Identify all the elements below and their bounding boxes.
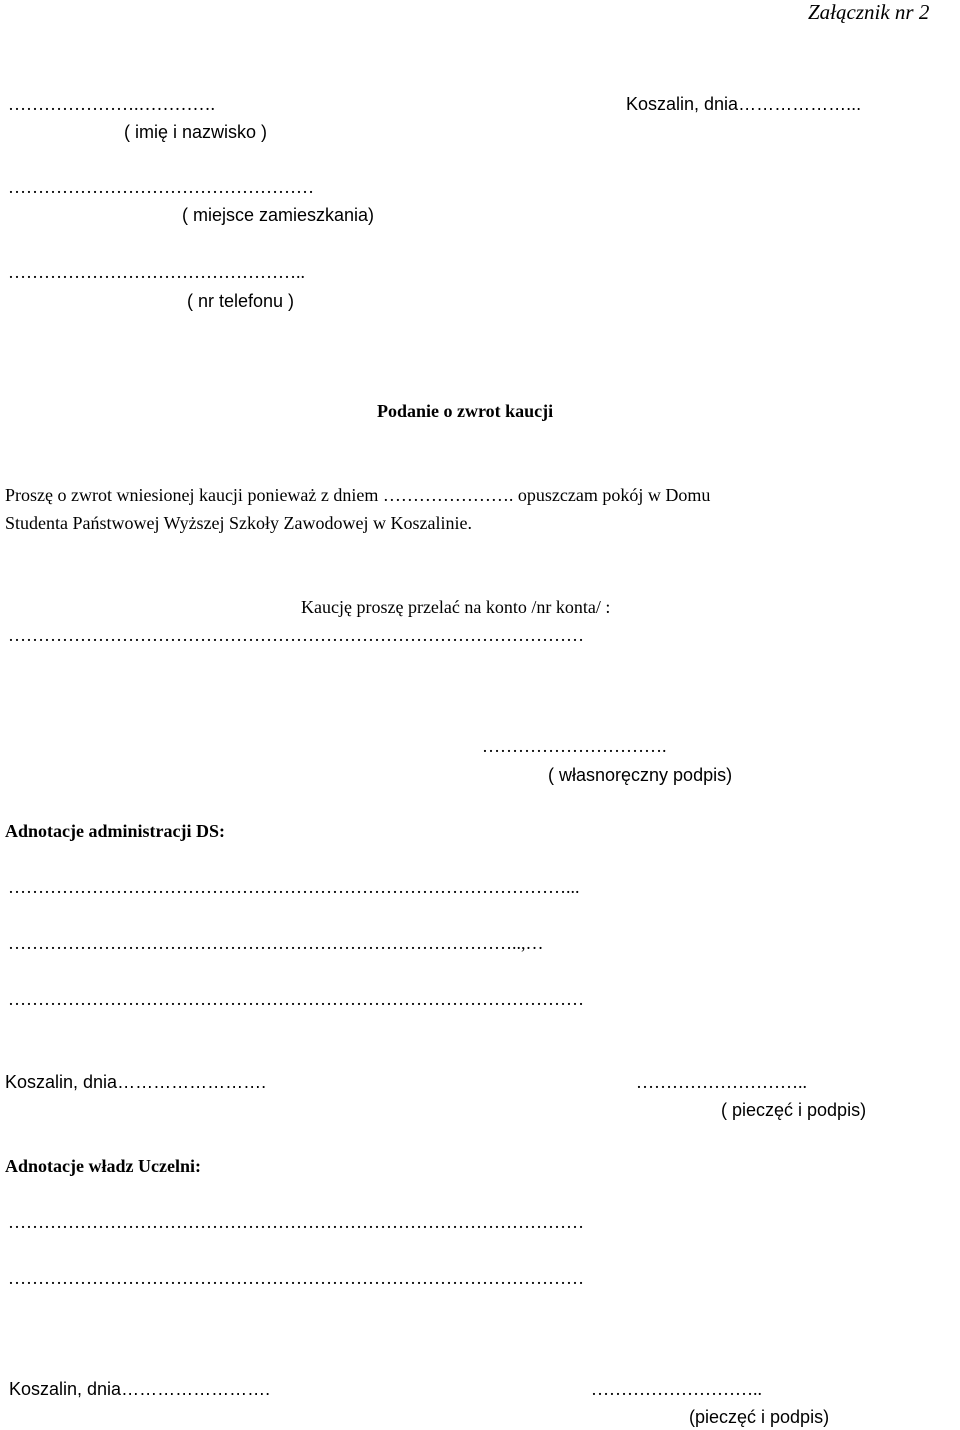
body-line-1 [5,484,710,506]
phone-caption: ( nr telefonu ) [187,291,295,311]
address-dots: …………………………………………… [8,177,314,197]
admin-ds-heading: Adnotacje administracji DS: [5,821,225,841]
admin-uni-stamp-caption: (pieczęć i podpis) [689,1407,830,1427]
admin-ds-city-date: Koszalin, dnia……………………. [5,1072,267,1092]
name-dots: ………………….…………. [8,94,215,114]
admin-ds-line-1: …………………………………………………………………………………... [8,877,580,897]
signature-caption: ( własnoręczny podpis) [548,765,733,785]
body-line-1-start: Proszę o zwrot wniesionej kaucji ponieważ z dniem [5,485,383,505]
body-line-2: Studenta Państwowej Wyższej Szkoły Zawodowej w Koszalinie. [5,513,472,533]
admin-uni-stamp-dots: ……………………….. [591,1379,762,1399]
admin-ds-line-3: …………………………………………………………………………………… [8,989,584,1009]
body-line-1-end: opuszczam pokój w Domu [513,485,711,505]
admin-ds-stamp-dots: ……………………….. [636,1072,807,1092]
admin-ds-line-2: …………………………………………………………………………..,… [8,933,544,953]
address-caption: ( miejsce zamieszkania) [182,205,375,225]
phone-dots: ………………………………………….. [8,262,305,282]
signature-dots: …………………………. [482,736,667,756]
admin-uni-city-date: Koszalin, dnia……………………. [9,1379,271,1399]
body-date-dots: …………………. [382,485,514,505]
account-dots: …………………………………………………………………………………… [8,625,584,645]
account-request: Kaucję proszę przelać na konto /nr konta/ : [301,597,611,617]
admin-uni-heading: Adnotacje władz Uczelni: [5,1156,201,1176]
admin-uni-line-2: …………………………………………………………………………………… [8,1268,584,1288]
attachment-label: Załącznik nr 2 [808,0,930,24]
header-city-date: Koszalin, dnia………………... [626,94,862,114]
name-caption: ( imię i nazwisko ) [124,122,268,142]
admin-uni-line-1: …………………………………………………………………………………… [8,1212,584,1232]
admin-ds-stamp-caption: ( pieczęć i podpis) [721,1100,867,1120]
page-title: Podanie o zwrot kaucji [377,401,554,421]
